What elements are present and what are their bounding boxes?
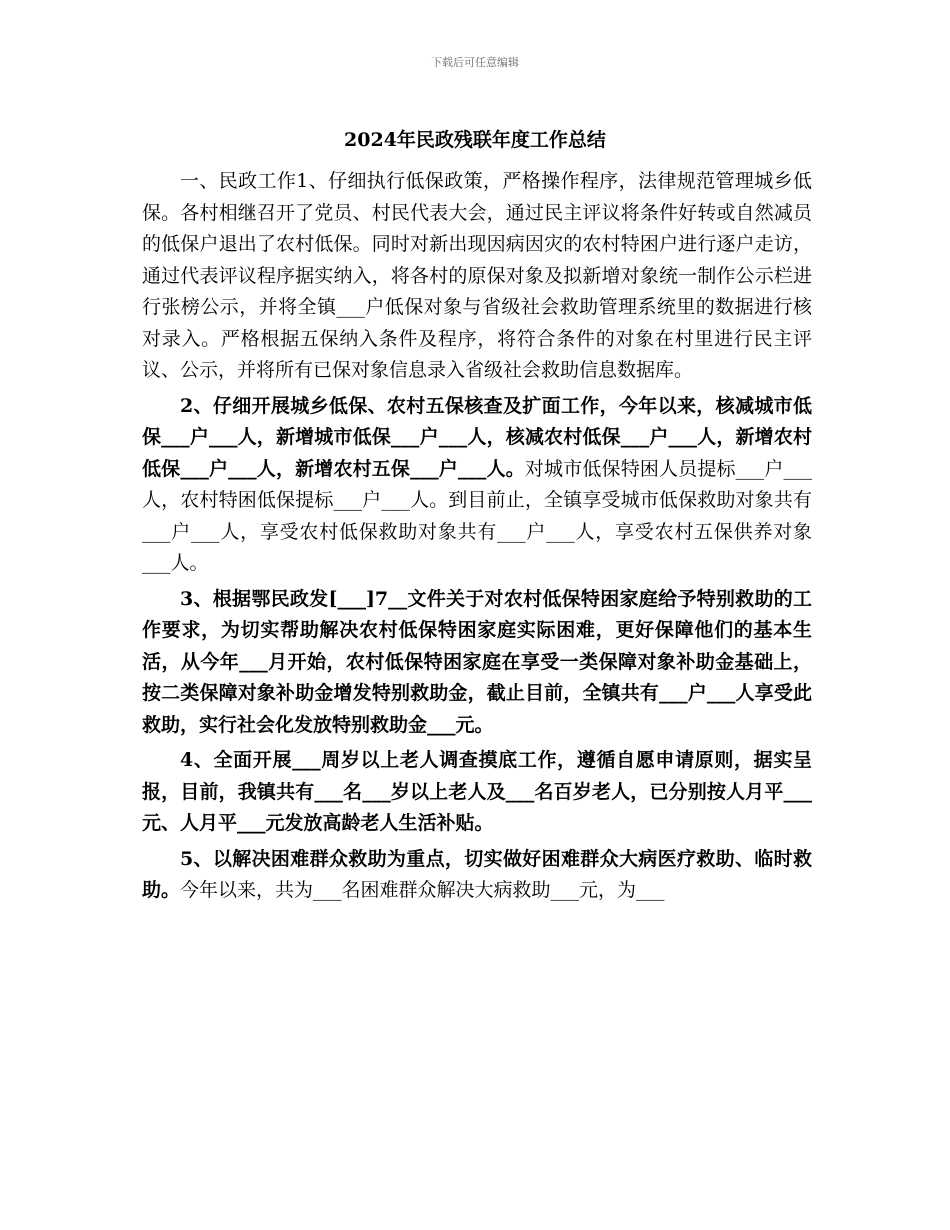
document-body <box>142 166 812 911</box>
paragraph-5 <box>142 844 812 907</box>
paragraph-4-bold: 4、全面开展___周岁以上老人调查摸底工作，遵循自愿申请原则，据实呈报，目前，我镇共有___名___岁以上老人及___名百岁老人，已分别按人月平___元、人月平___元发放高龄老人生活补贴。 <box>142 749 812 834</box>
paragraph-5-text: 今年以来，共为___名困难群众解决大病救助___元，为___ <box>180 879 665 901</box>
paragraph-1-text: 一、民政工作1、仔细执行低保政策，严格操作程序，法律规范管理城乡低保。各村相继召开了党员、村民代表大会，通过民主评议将条件好转或自然减员的低保户退出了农村低保。同时对新出现因病因灾的农村特困户进行逐户走访，通过代表评议程序据实纳入，将各村的原保对象及拟新增对象统一制作公示栏进行张榜公示，并将全镇___户低保对象与省级社会救助管理系统里的数据进行核对录入。严格根据五保纳入条件及程序，将符合条件的对象在村里进行民主评议、公示，并将所有已保对象信息录入省级社会救助信息数据库。 <box>142 170 812 381</box>
document-title: 2024年民政残联年度工作总结 <box>344 129 606 151</box>
paragraph-1 <box>142 166 812 387</box>
paragraph-3-bold: 3、根据鄂民政发[___]7__文件关于对农村低保特困家庭给予特别救助的工作要求，为切实帮助解决农村低保特困家庭实际困难，更好保障他们的基本生活，从今年___月开始，农村低保特困家庭在享受一类保障对象补助金基础上，按二类保障对象补助金增发特别救助金，截止目前，全镇共有___户___人享受此救助，实行社会化发放特别救助金___元。 <box>142 587 812 736</box>
paragraph-5-bold: 5、以解决困难群众救助为重点，切实做好困难群众大病医疗救助、临时救助。 <box>142 847 812 901</box>
paragraph-2-bold: 2、仔细开展城乡低保、农村五保核查及扩面工作，今年以来，核减城市低保___户___人，新增城市低保___户___人，核减农村低保___户___人，新增农村低保___户___人，新增农村五保___户___人。 <box>142 394 812 480</box>
header-note: 下载后可任意编辑 <box>431 56 519 69</box>
paragraph-2-text: 对城市低保特困人员提标___户___人，农村特困低保提标___户___人。到目前止，全镇享受城市低保救助对象共有___户___人，享受农村低保救助对象共有___户___人，享受农村五保供养对象___人。 <box>142 457 812 574</box>
paragraph-3 <box>142 584 812 742</box>
paragraph-4 <box>142 745 812 840</box>
paragraph-2 <box>142 391 812 580</box>
